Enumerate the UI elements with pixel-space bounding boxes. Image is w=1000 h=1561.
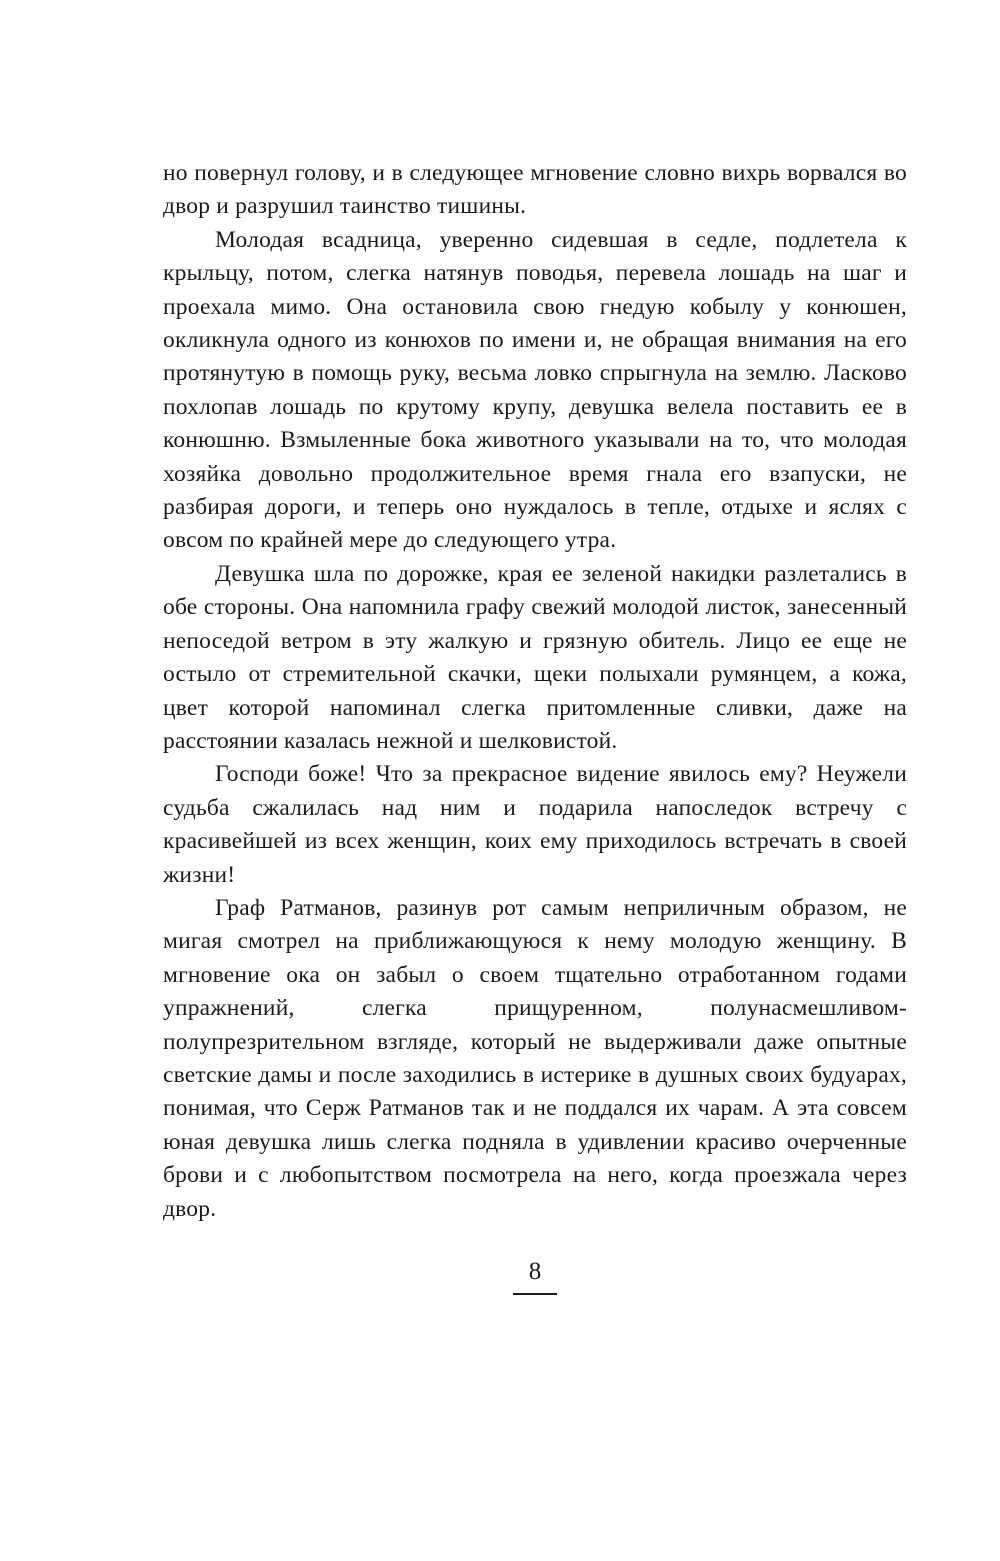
page-footer (163, 1258, 907, 1295)
page-number: 8 (513, 1258, 558, 1295)
paragraph: но повернул голову, и в следующее мгновение словно вихрь ворвался во двор и разрушил таинство тишины. (163, 160, 907, 220)
paragraph: Граф Ратманов, разинув рот самым неприличным образом, не мигая смотрел на приближающуюся к нему молодую женщину. В мгновение ока он забыл о своем тщательно отработанном годами упражнений, слегка прищуренном, полунасмешливом-полупрезрительном взгляде, который не выдерживали даже опытные светские дамы и после заходились в истерике в душных своих будуарах, понимая, что Серж Ратманов так и не поддался их чарам. А эта совсем юная девушка лишь слегка подняла в удивлении красиво очерченные брови и с любопытством посмотрела на него, когда проезжала через двор. (163, 894, 907, 1222)
paragraph: Молодая всадница, уверенно сидевшая в седле, подлетела к крыльцу, потом, слегка натянув поводья, перевела лошадь на шаг и проехала мимо. Она остановила свою гнедую кобылу у конюшен, окликнула одного из конюхов по имени и, не обращая внимания на его протянутую в помощь руку, весьма ловко спрыгнула на землю. Ласково похлопав лошадь по крутому крупу, девушка велела поставить ее в конюшню. Взмыленные бока животного указывали на то, что молодая хозяйка довольно продолжительное время гнала его взапуски, не разбирая дороги, и теперь оно нуждалось в тепле, отдыхе и яслях с овсом по крайней мере до следующего утра. (163, 226, 907, 554)
paragraph: Девушка шла по дорожке, края ее зеленой накидки разлетались в обе стороны. Она напомнила графу свежий молодой листок, занесенный непоседой ветром в эту жалкую и грязную обитель. Лицо ее еще не остыло от стремительной скачки, щеки полыхали румянцем, а кожа, цвет которой напоминал слегка притомленные сливки, даже на расстоянии казалась нежной и шелковистой. (163, 560, 907, 754)
text-block (163, 157, 907, 1226)
paragraph: Господи боже! Что за прекрасное видение явилось ему? Неужели судьба сжалилась над ним и подарила напоследок встречу с красивейшей из всех женщин, коих ему приходилось встречать в своей жизни! (163, 761, 907, 888)
